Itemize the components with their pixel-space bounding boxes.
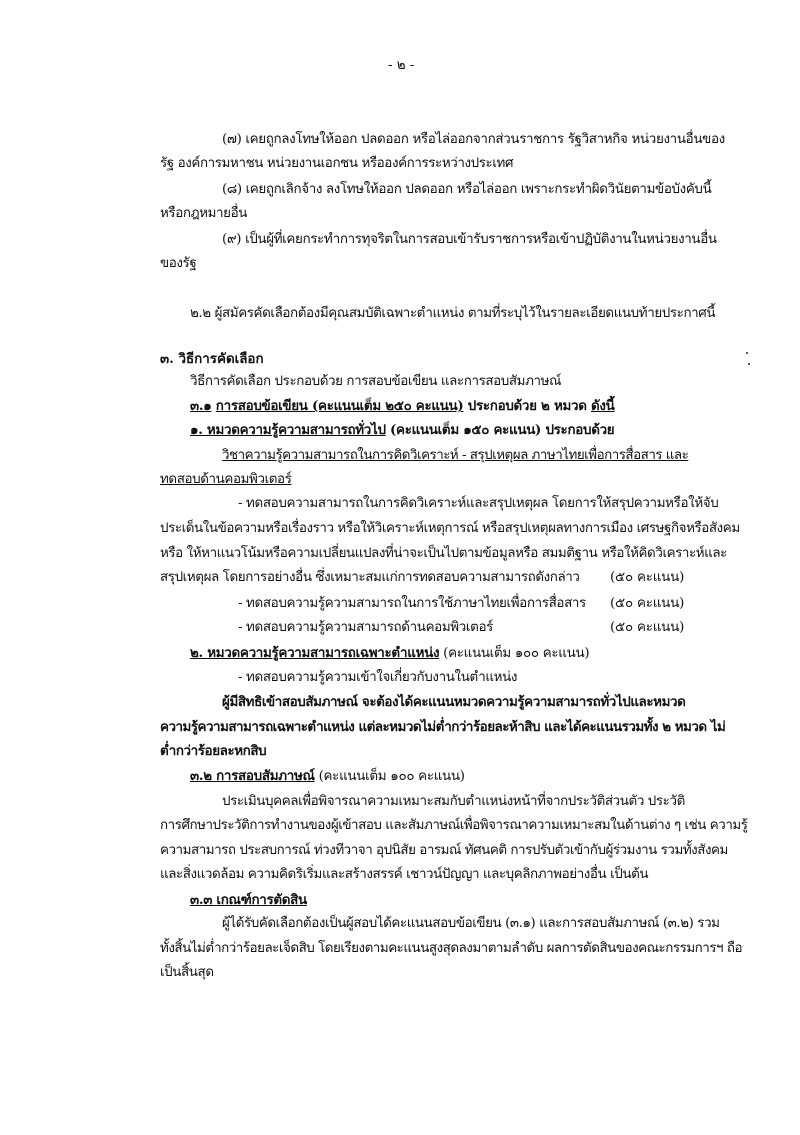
subsection-3-3-title: ๓.๓ เกณฑ์การตัดสิน: [190, 892, 307, 908]
criteria-line-3: เป็นสิ้นสุด: [160, 965, 214, 980]
category-2-heading: [190, 643, 589, 664]
test-item-1-line-3: หรือ ให้หาแนวโน้มหรือความเปลี่ยนแปลงที่น่าจะเป็นไปตามข้อมูลหรือ สมมติฐาน หรือให้คิดวิเคราะห์และ: [160, 546, 727, 561]
test-item-3-score: (๕๐ คะแนน): [610, 620, 685, 635]
page-number: - ๒ -: [388, 58, 415, 73]
category-2-rest: (คะแนนเต็ม ๑๐๐ คะแนน): [439, 646, 590, 661]
qualification-9-line-2: ของรัฐ: [160, 256, 197, 271]
test-item-1-line-2: ประเด็นในข้อความหรือเรื่องราว หรือให้วิเคราะห์เหตุการณ์ หรือสรุปเหตุผลทางการเมือง เศรษฐกิจหรือสังคม: [160, 521, 740, 536]
interview-desc-line-1: ประเมินบุคคลเพื่อพิจารณาความเหมาะสมกับตำแหน่งหน้าที่จากประวัติส่วนตัว ประวัติ: [222, 794, 685, 809]
interview-rule-line-2: ความรู้ความสามารถเฉพาะตำแหน่ง แต่ละหมวดไม่ต่ำกว่าร้อยละห้าสิบ และได้คะแนนรวมทั้ง ๒ หมวด ไม่: [160, 719, 726, 735]
subject-line-2: ทดสอบด้านคอมพิวเตอร์: [160, 472, 292, 487]
interview-rule-line-3: ต่ำกว่าร้อยละหกสิบ: [160, 743, 267, 759]
subsection-3-1-mid: ประกอบด้วย ๒ หมวด: [463, 398, 587, 414]
subsection-3-2: [190, 766, 465, 787]
subsection-3-2-rest: (คะแนนเต็ม ๑๐๐ คะแนน): [314, 769, 465, 784]
subsection-3-1-end: ดังนี้: [591, 398, 615, 414]
method-intro: วิธีการคัดเลือก ประกอบด้วย การสอบข้อเขียน และการสอบสัมภาษณ์: [190, 374, 562, 389]
subsection-3-2-title: ๓.๒ การสอบสัมภาษณ์: [190, 768, 315, 784]
page-mark: [746, 352, 748, 354]
criteria-line-1: ผู้ได้รับคัดเลือกต้องเป็นผู้สอบได้คะแนนสอบข้อเขียน (๓.๑) และการสอบสัมภาษณ์ (๓.๒) รวม: [222, 916, 720, 931]
qualification-8-line-2: หรือกฎหมายอื่น: [160, 206, 247, 221]
test-item-2: - ทดสอบความรู้ความสามารถในการใช้ภาษาไทยเพื่อการสื่อสาร: [238, 596, 586, 611]
subsection-3-1: [190, 396, 615, 416]
test-item-1-line-1: - ทดสอบความสามารถในการคิดวิเคราะห์และสรุปเหตุผล โดยการให้สรุปความหรือให้จับ: [238, 496, 719, 511]
subject-line-1: วิชาความรู้ความสามารถในการคิดวิเคราะห์ - สรุปเหตุผล ภาษาไทยเพื่อการสื่อสาร และ: [222, 448, 689, 463]
page-mark: [748, 363, 750, 365]
qualification-7-line-2: รัฐ องค์การมหาชน หน่วยงานเอกชน หรือองค์การระหว่างประเทศ: [160, 156, 514, 171]
category-1-title: ๑. หมวดความรู้ความสามารถทั่วไป: [190, 422, 386, 438]
category-2-title: ๒. หมวดความรู้ความสามารถเฉพาะตำแหน่ง: [190, 645, 440, 661]
interview-desc-line-3: ความสามารถ ประสบการณ์ ท่วงทีวาจา อุปนิสัย อารมณ์ ทัศนคติ การปรับตัวเข้ากับผู้ร่วมงาน รวมทั้งสังคม: [160, 843, 728, 858]
category-1-rest: (คะแนนเต็ม ๑๕๐ คะแนน) ประกอบด้วย: [385, 422, 615, 438]
qualification-8-line-1: (๘) เคยถูกเลิกจ้าง ลงโทษให้ออก ปลดออก หรือไล่ออก เพราะกระทำผิดวินัยตามข้อบังคับนี้: [222, 182, 712, 197]
interview-desc-line-4: และสิ่งแวดล้อม ความคิดริเริ่มและสร้างสรรค์ เชาวน์ปัญญา และบุคลิกภาพอย่างอื่น เป็นต้น: [160, 867, 649, 882]
test-item-3: - ทดสอบความรู้ความสามารถด้านคอมพิวเตอร์: [238, 620, 494, 635]
interview-rule-line-1: ผู้มีสิทธิเข้าสอบสัมภาษณ์ จะต้องได้คะแนนหมวดความรู้ความสามารถทั่วไปและหมวด: [222, 694, 686, 710]
test-item-1-line-4: สรุปเหตุผล โดยการอย่างอื่น ซึ่งเหมาะสมแก่การทดสอบความสามารถดังกล่าว: [160, 570, 580, 585]
qualification-9-line-1: (๙) เป็นผู้ที่เคยกระทำการทุจริตในการสอบเข้ารับราชการหรือเข้าปฏิบัติงานในหน่วยงานอื่น: [222, 232, 717, 247]
category-1-heading: [190, 420, 614, 440]
criteria-line-2: ทั้งสิ้นไม่ต่ำกว่าร้อยละเจ็ดสิบ โดยเรียงตามคะแนนสูงสุดลงมาตามลำดับ ผลการตัดสินของคณะกรรมการฯ ถือ: [160, 941, 743, 956]
interview-desc-line-2: การศึกษาประวัติการทำงานของผู้เข้าสอบ และสัมภาษณ์เพื่อพิจารณาความเหมาะสมในด้านต่าง ๆ เช่น ความรู้: [160, 818, 748, 833]
test-item-2-score: (๕๐ คะแนน): [610, 596, 685, 611]
test-item-1-score: (๕๐ คะแนน): [610, 570, 685, 585]
category-2-item: - ทดสอบความรู้ความเข้าใจเกี่ยวกับงานในตำแหน่ง: [238, 670, 518, 685]
section-heading: ๓. วิธีการคัดเลือก: [160, 351, 264, 367]
qualification-7-line-1: (๗) เคยถูกลงโทษให้ออก ปลดออก หรือไล่ออกจากส่วนราชการ รัฐวิสาหกิจ หน่วยงานอื่นของ: [222, 132, 725, 147]
subsection-3-1-title: การสอบข้อเขียน (คะแนนเต็ม ๒๕๐ คะแนน): [215, 398, 464, 414]
specific-qualification: ๒.๒ ผู้สมัครคัดเลือกต้องมีคุณสมบัติเฉพาะตำแหน่ง ตามที่ระบุไว้ในรายละเอียดแนบท้ายประกาศนี้: [190, 306, 716, 321]
subsection-3-1-number: ๓.๑: [190, 398, 212, 414]
